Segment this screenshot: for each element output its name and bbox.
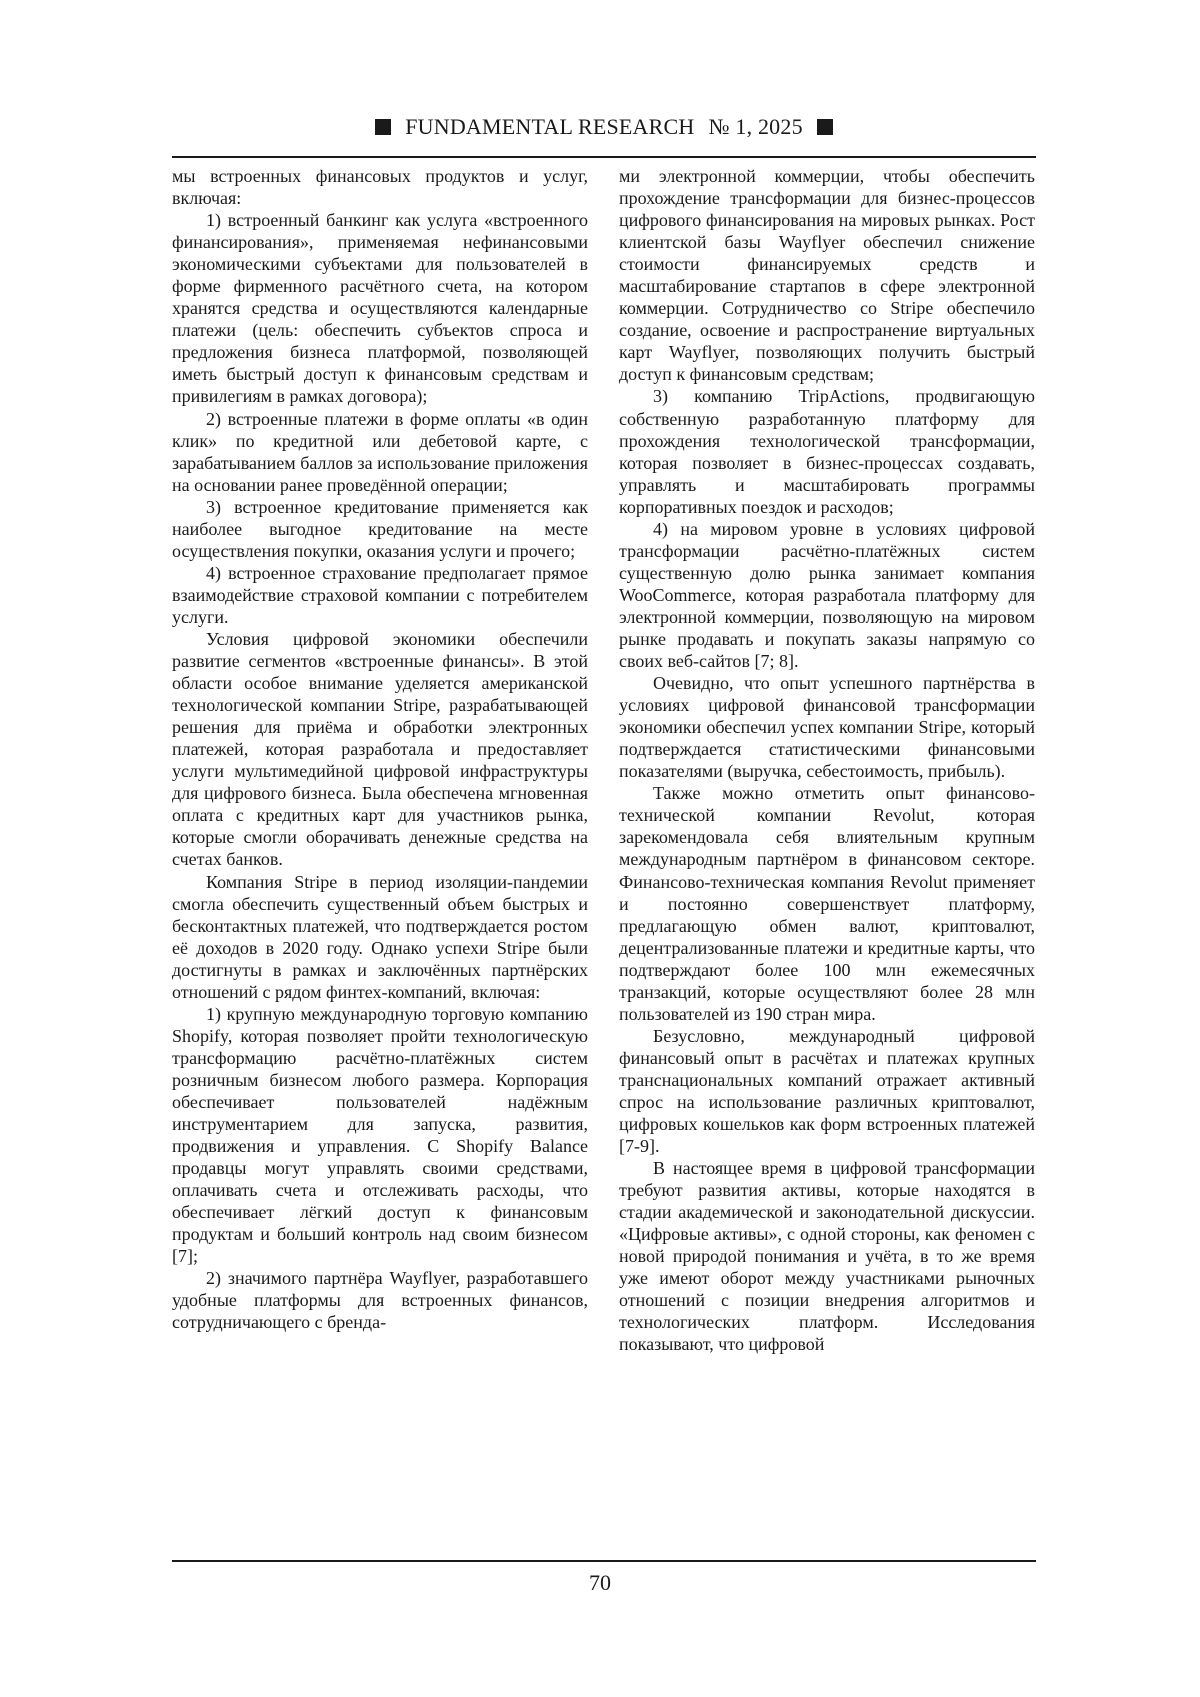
- header-square-right-icon: [817, 119, 833, 135]
- footer-rule: [172, 1560, 1036, 1562]
- paragraph: 3) встроенное кредитование применяется как наиболее выгодное кредитование на месте осуществления покупки, оказания услуги и прочего;: [172, 496, 588, 561]
- header-square-left-icon: [375, 119, 391, 135]
- paragraph: Также можно отметить опыт финансово-технической компании Revolut, которая зарекомендовала себя влиятельным крупным международным партнёром в финансовом секторе. Финансово-техническая компания Revolut применяет и постоянно совершенствует платформу, предлагающую обмен валют, криптовалют, децентрализованные платежи и кредитные карты, что подтверждают более 100 млн ежемесячных транзакций, которые осуществляют более 28 млн пользователей из 190 стран мира.: [619, 783, 1035, 1024]
- paragraph: 1) крупную международную торговую компанию Shopify, которая позволяет пройти технологическую трансформацию расчётно-платёжных систем розничным бизнесом любого размера. Корпорация обеспечивает пользователей надёжным инструментарием для запуска, развития, продвижения и управления. С Shopify Balance продавцы могут управлять своими средствами, оплачивать счета и отслеживать расходы, что обеспечивает лёгкий доступ к финансовым продуктам и больший контроль над своим бизнесом [7];: [172, 1003, 588, 1267]
- paragraph: Очевидно, что опыт успешного партнёрства в условиях цифровой финансовой трансформации экономики обеспечил успех компании Stripe, который подтверждается статистическими финансовыми показателями (выручка, себестоимость, прибыль).: [619, 673, 1035, 782]
- paragraph: 4) встроенное страхование предполагает прямое взаимодействие страховой компании с потребителем услуги.: [172, 562, 588, 627]
- right-column: [619, 165, 1035, 1356]
- left-column: [172, 165, 588, 1333]
- header-rule: [172, 156, 1036, 158]
- journal-title: FUNDAMENTAL RESEARCH: [405, 114, 695, 139]
- paragraph: Условия цифровой экономики обеспечили развитие сегментов «встроенные финансы». В этой области особое внимание уделяется американской технологической компании Stripe, разрабатывающей решения для приёма и обработки электронных платежей, которая разработала и предоставляет услуги мультимедийной цифровой инфраструктуры для цифрового бизнеса. Была обеспечена мгновенная оплата с кредитных карт для участников рынка, которые смогли оборачивать денежные средства на счетах банков.: [172, 628, 588, 870]
- paragraph: 2) встроенные платежи в форме оплаты «в один клик» по кредитной или дебетовой карте, с зарабатыванием баллов за использование приложения на основании ранее проведённой операции;: [172, 408, 588, 495]
- paragraph: 1) встроенный банкинг как услуга «встроенного финансирования», применяемая нефинансовыми экономическими субъектами для пользователей в форме фирменного расчётного счета, на котором хранятся средства и осуществляются календарные платежи (цель: обеспечить субъектов спроса и предложения бизнеса платформой, позволяющей иметь быстрый доступ к финансовым средствам и привилегиям в рамках договора);: [172, 210, 588, 407]
- issue-number: № 1, 2025: [708, 114, 803, 139]
- paragraph: В настоящее время в цифровой трансформации требуют развития активы, которые находятся в стадии академической и законодательной дискуссии. «Цифровые активы», с одной стороны, как феномен с новой природой понимания и учёта, в то же время уже имеют оборот между участниками рыночных отношений с позиции внедрения алгоритмов и технологических платформ. Исследования показывают, что цифровой: [619, 1158, 1035, 1355]
- running-header: [172, 112, 1036, 142]
- paragraph: Компания Stripe в период изоляции-пандемии смогла обеспечить существенный объем быстрых и бесконтактных платежей, что подтверждается ростом её доходов в 2020 году. Однако успехи Stripe были достигнуты в рамках и заключённых партнёрских отношений с рядом финтех-компаний, включая:: [172, 871, 588, 1002]
- paragraph: 4) на мировом уровне в условиях цифровой трансформации расчётно-платёжных систем существенную долю рынка занимает компания WooCommerce, которая разработала платформу для электронной коммерции, позволяющую на мировом рынке продавать и покупать заказы напрямую со своих веб-сайтов [7; 8].: [619, 518, 1035, 672]
- paragraph: мы встроенных финансовых продуктов и услуг, включая:: [172, 166, 588, 209]
- paragraph: ми электронной коммерции, чтобы обеспечить прохождение трансформации для бизнес-процессов цифрового финансирования на мировых рынках. Рост клиентской базы Wayflyer обеспечил снижение стоимости финансируемых средств и масштабирование стартапов в сфере электронной коммерции. Сотрудничество со Stripe обеспечило создание, освоение и распространение виртуальных карт Wayflyer, позволяющих получить быстрый доступ к финансовым средствам;: [619, 166, 1035, 385]
- paragraph: 2) значимого партнёра Wayflyer, разработавшего удобные платформы для встроенных финансов, сотрудничающего с бренда-: [172, 1268, 588, 1333]
- paragraph: 3) компанию TripActions, продвигающую собственную разработанную платформу для прохождения технологической трансформации, которая позволяет в бизнес-процессах создавать, управлять и масштабировать программы корпоративных поездок и расходов;: [619, 386, 1035, 517]
- paragraph: Безусловно, международный цифровой финансовый опыт в расчётах и платежах крупных транснациональных компаний отражает активный спрос на использование различных криптовалют, цифровых кошельков как форм встроенных платежей [7-9].: [619, 1025, 1035, 1157]
- page-number: 70: [589, 1570, 611, 1595]
